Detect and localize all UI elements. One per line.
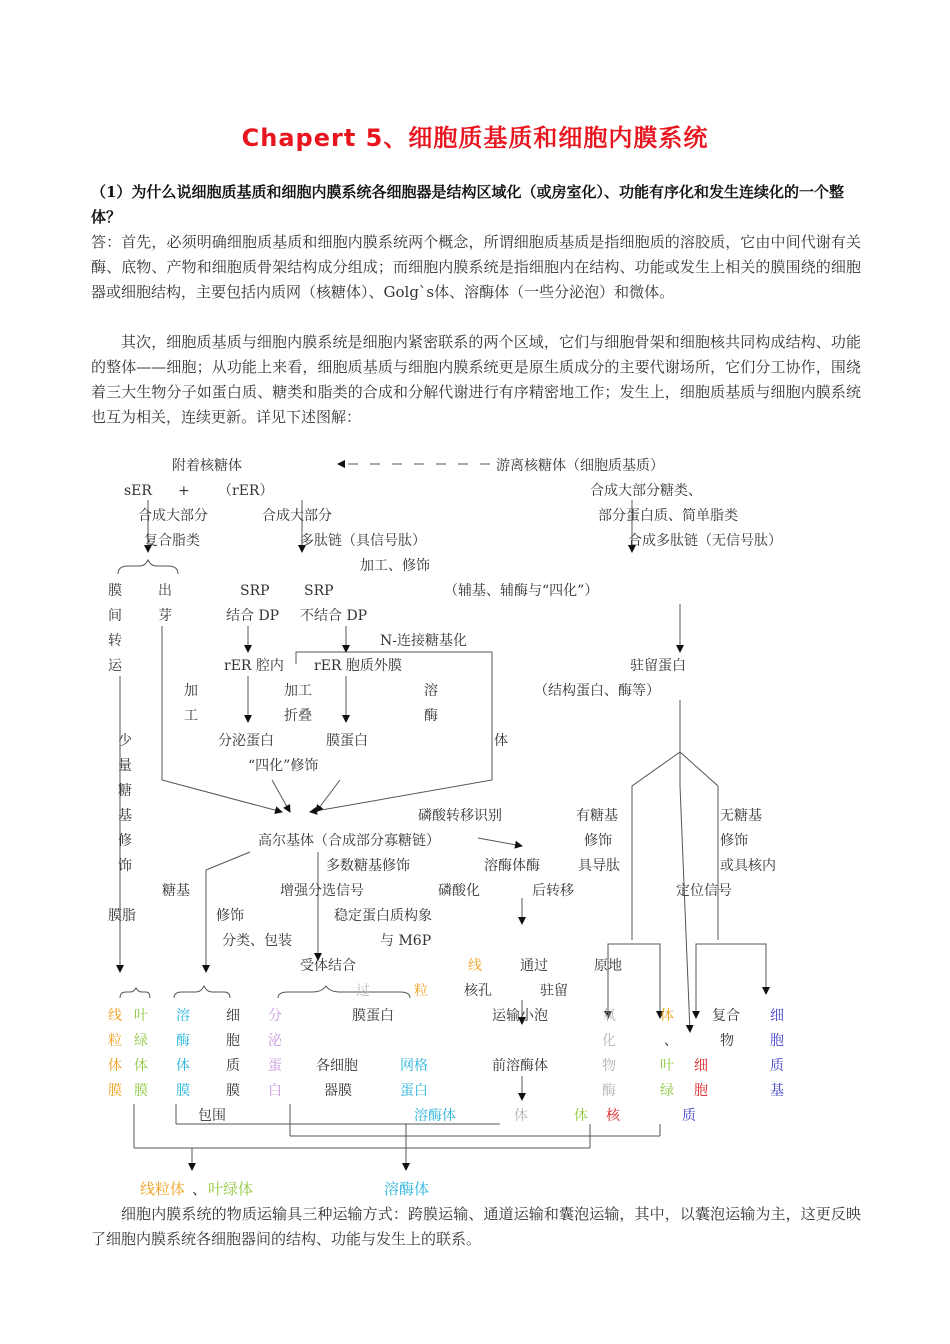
free-ribosome-label: 游离核糖体（细胞质基质） bbox=[496, 458, 664, 474]
membrane-transport-char-4: 运 bbox=[108, 658, 122, 674]
ti-label: 体 bbox=[660, 1008, 674, 1024]
enhance-signal-label: 增强分选信号 bbox=[280, 883, 364, 899]
ye-label: 叶 bbox=[660, 1058, 674, 1074]
polypeptide-signal-label: 多肽链（具信号肽） bbox=[300, 533, 426, 549]
li-label: 粒 bbox=[414, 983, 428, 999]
nuclear-pore-label: 核孔 bbox=[464, 983, 492, 999]
phosphorylate-label: 磷酸化 bbox=[438, 883, 480, 899]
structural-protein-label: （结构蛋白、酶等） bbox=[534, 683, 660, 699]
few-glyco-char-4: 基 bbox=[118, 808, 132, 824]
srp-1-label: SRP bbox=[240, 583, 270, 599]
no-glyco-label: 无糖基 bbox=[720, 808, 762, 824]
chloro-char-1: 叶 bbox=[134, 1008, 148, 1024]
cytosol-char-5: 质 bbox=[682, 1108, 696, 1124]
nucleus-char-1: 细 bbox=[694, 1058, 708, 1074]
lysosome-cyan-label: 溶酶体 bbox=[414, 1108, 456, 1124]
bottom-chloro-label: 叶绿体 bbox=[208, 1180, 254, 1198]
glyco-base-label: 糖基 bbox=[162, 883, 190, 899]
cytosol-char-3: 质 bbox=[770, 1058, 784, 1074]
prelysosome-label: 前溶酶体 bbox=[492, 1058, 548, 1074]
mito-char-2: 粒 bbox=[108, 1033, 122, 1049]
chloro-char-3: 体 bbox=[134, 1058, 148, 1074]
secretory-protein-label: 分泌蛋白 bbox=[218, 733, 274, 749]
few-glyco-char-6: 饰 bbox=[118, 858, 132, 874]
cell-membrane-char-1: 细 bbox=[226, 1008, 240, 1024]
lyso-membrane-char-4: 膜 bbox=[176, 1083, 190, 1099]
with-m6p-label: 与 M6P bbox=[380, 933, 432, 949]
membrane-lipid-label: 膜脂 bbox=[108, 908, 136, 924]
budding-char-2: 芽 bbox=[158, 608, 172, 624]
lysosome-char-1: 溶 bbox=[424, 683, 438, 699]
pass-label: 通过 bbox=[520, 958, 548, 974]
chloro-char-4: 膜 bbox=[134, 1083, 148, 1099]
secretory-char-1: 分 bbox=[268, 1008, 282, 1024]
plus-label: + bbox=[178, 483, 190, 499]
bind-dp-label: 结合 DP bbox=[226, 608, 280, 624]
bottom-mito-label: 线粒体 bbox=[140, 1180, 186, 1198]
question-heading: （1）为什么说细胞质基质和细胞内膜系统各细胞器是结构区域化（或房室化）、功能有序化和发生连续化的一个整体？ bbox=[91, 183, 844, 226]
four-mod-label: “四化”修饰 bbox=[248, 758, 319, 774]
srp-2-label: SRP bbox=[304, 583, 334, 599]
membrane-protein-2-label: 膜蛋白 bbox=[352, 1008, 394, 1024]
phospho-transfer-label: 磷酸转移识别 bbox=[418, 808, 502, 824]
gong-char: 工 bbox=[184, 708, 198, 724]
reside-label: 驻留 bbox=[540, 983, 568, 999]
oxidase-char-1: 氧 bbox=[602, 1008, 616, 1024]
rer-lumen-label: rER 腔内 bbox=[224, 658, 284, 674]
modify-2-label: 修饰 bbox=[216, 908, 244, 924]
membrane-protein-1-label: 膜蛋白 bbox=[326, 733, 368, 749]
mito-char-4: 膜 bbox=[108, 1083, 122, 1099]
membrane-transport-char-1: 膜 bbox=[108, 583, 122, 599]
organelle-membrane-label: 器膜 bbox=[324, 1083, 352, 1099]
few-glyco-char-3: 糖 bbox=[118, 783, 132, 799]
xian-label: 线 bbox=[468, 958, 482, 974]
dan-bai-label: 蛋白 bbox=[400, 1083, 428, 1099]
not-bind-dp-label: 不结合 DP bbox=[300, 608, 368, 624]
complex-lipid-label: 复合脂类 bbox=[144, 533, 200, 549]
post-transfer-label: 后转移 bbox=[532, 883, 574, 899]
or-nuclear-label: 或具核内 bbox=[720, 858, 776, 874]
lyso-membrane-char-2: 酶 bbox=[176, 1033, 190, 1049]
with-peptide-label: 具导肽 bbox=[578, 858, 620, 874]
secretory-char-3: 蛋 bbox=[268, 1058, 282, 1074]
cytosol-char-4: 基 bbox=[770, 1083, 784, 1099]
golgi-label: 高尔基体（合成部分寡糖链） bbox=[258, 833, 440, 849]
n-glyco-label: N-连接糖基化 bbox=[380, 633, 467, 649]
chloro-char-2: 绿 bbox=[134, 1033, 148, 1049]
mito-char-1: 线 bbox=[108, 1008, 122, 1024]
xiu-shi-2-label: 修饰 bbox=[720, 833, 748, 849]
answer-paragraph-2: 其次，细胞质基质与细胞内膜系统是细胞内紧密联系的两个区域，它们与细胞骨架和细胞核共同构成结构、功能的整体——细胞；从功能上来看，细胞质基质与细胞内膜系统更是原生质成分的主要代谢场所，它们分工协作，围绕着三大生物分子如蛋白质、糖类和脂类的合成和分解代谢进行有序精密地工作；发生上，细胞质基质与细胞内膜系统也互为相关，连续更新。详见下述图解： bbox=[91, 333, 861, 426]
secretory-char-2: 泌 bbox=[268, 1033, 282, 1049]
oxidase-char-3: 物 bbox=[602, 1058, 616, 1074]
bottom-lyso-label: 溶酶体 bbox=[384, 1180, 430, 1198]
oxidase-char-5: 体 bbox=[514, 1108, 528, 1124]
bottom-dun-label: 、 bbox=[192, 1180, 208, 1198]
guo-label: 过 bbox=[356, 983, 370, 999]
oxidase-char-2: 化 bbox=[602, 1033, 616, 1049]
jia-char: 加 bbox=[184, 683, 198, 699]
lysosome-enzyme-label: 溶酶体酶 bbox=[484, 858, 540, 874]
membrane-transport-char-3: 转 bbox=[108, 633, 122, 649]
ti-2-label: 体 bbox=[574, 1108, 588, 1124]
synth-majority-1: 合成大部分 bbox=[138, 508, 208, 524]
answer-paragraph-1: 答：首先，必须明确细胞质基质和细胞内膜系统两个概念，所谓细胞质基质是指细胞质的溶胶质，它由中间代谢有关酶、底物、产物和细胞质骨架结构成分组成；而细胞内膜系统是指细胞内在结构、功能或发生上相关的膜围绕的细胞器或细胞结构，主要包括内质网（核糖体）、Golg`s体、溶酶体（一些分泌泡）和微体。 bbox=[91, 233, 861, 301]
stabilize-label: 稳定蛋白质构象 bbox=[334, 908, 432, 924]
free-synth-1: 合成大部分糖类、 bbox=[590, 483, 702, 499]
nucleus-char-2: 胞 bbox=[694, 1083, 708, 1099]
few-glyco-char-5: 修 bbox=[118, 833, 132, 849]
receptor-bind-label: 受体结合 bbox=[300, 958, 356, 974]
lyso-membrane-char-3: 体 bbox=[176, 1058, 190, 1074]
xiu-shi-1-label: 修饰 bbox=[584, 833, 612, 849]
ser-label: sER bbox=[124, 483, 152, 499]
complex-label: 复合 bbox=[712, 1008, 740, 1024]
has-glyco-label: 有糖基 bbox=[576, 808, 618, 824]
free-synth-2: 部分蛋白质、简单脂类 bbox=[598, 508, 738, 524]
page-title: Chapert 5、细胞质基质和细胞内膜系统 bbox=[241, 124, 709, 152]
organelles-label: 各细胞 bbox=[316, 1058, 358, 1074]
lv-label: 绿 bbox=[660, 1083, 674, 1099]
jia-gong-label: 加工 bbox=[284, 683, 312, 699]
free-synth-3: 合成多肽链（无信号肽） bbox=[628, 533, 782, 549]
sort-package-label: 分类、包装 bbox=[222, 933, 292, 949]
cell-membrane-char-3: 质 bbox=[226, 1058, 240, 1074]
resident-protein-label: 驻留蛋白 bbox=[630, 658, 686, 674]
transport-vesicle-label: 运输小泡 bbox=[492, 1008, 548, 1024]
lyso-membrane-char-1: 溶 bbox=[176, 1008, 190, 1024]
multi-glyco-label: 多数糖基修饰 bbox=[326, 858, 410, 874]
cell-membrane-char-4: 膜 bbox=[226, 1083, 240, 1099]
secretory-char-4: 白 bbox=[268, 1083, 282, 1099]
reticulum-label: 网格 bbox=[400, 1058, 428, 1074]
cytosol-char-2: 胞 bbox=[770, 1033, 784, 1049]
budding-char-1: 出 bbox=[158, 583, 172, 599]
membrane-transport-char-2: 间 bbox=[108, 608, 122, 624]
cytosol-char-1: 细 bbox=[770, 1008, 784, 1024]
wrap-label: 包围 bbox=[198, 1108, 226, 1124]
origin-label: 原地 bbox=[594, 958, 622, 974]
lysosome-char-2: 酶 bbox=[424, 708, 438, 724]
wu-label: 物 bbox=[720, 1033, 734, 1049]
rer-label: （rER） bbox=[218, 483, 274, 499]
few-glyco-char-2: 量 bbox=[118, 758, 132, 774]
attached-ribosome-label: 附着核糖体 bbox=[172, 458, 242, 474]
locate-signal-label: 定位信号 bbox=[676, 883, 732, 899]
cell-membrane-char-2: 胞 bbox=[226, 1033, 240, 1049]
few-glyco-char-1: 少 bbox=[118, 733, 132, 749]
cofactor-note: （辅基、辅酶与“四化”） bbox=[444, 583, 599, 599]
lysosome-char-3: 体 bbox=[494, 733, 508, 749]
closing-paragraph: 细胞内膜系统的物质运输具三种运输方式：跨膜运输、通道运输和囊泡运输，其中，以囊泡运输为主，这更反映了细胞内膜系统各细胞器间的结构、功能与发生上的联系。 bbox=[91, 1205, 861, 1248]
synth-majority-2: 合成大部分 bbox=[262, 508, 332, 524]
oxidase-char-4: 酶 bbox=[602, 1083, 616, 1099]
nucleus-char-3: 核 bbox=[606, 1108, 620, 1124]
dun-label: 、 bbox=[664, 1033, 678, 1049]
folding-label: 折叠 bbox=[284, 708, 312, 724]
mito-char-3: 体 bbox=[108, 1058, 122, 1074]
rer-cyto-membrane-label: rER 胞质外膜 bbox=[314, 658, 402, 674]
process-modify-label: 加工、修饰 bbox=[360, 558, 430, 574]
